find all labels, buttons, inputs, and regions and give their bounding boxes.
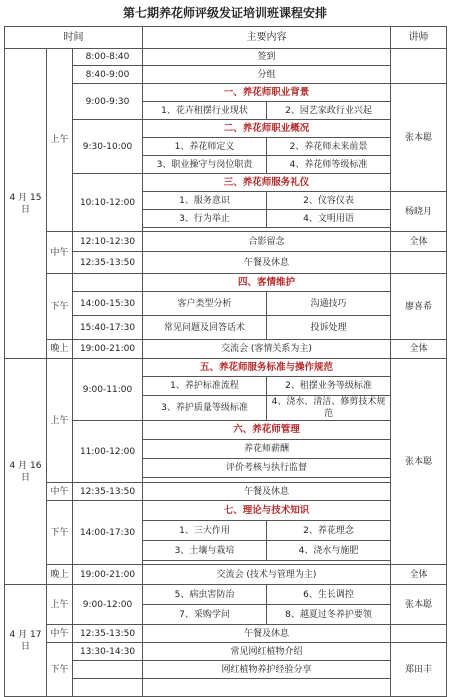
teacher-cell: 张本聪 [391, 359, 447, 565]
table-row [5, 643, 447, 661]
time-cell: 14:00-17:30 [73, 501, 143, 565]
content-cell: 交流会 (技术与管理为主) [143, 565, 391, 585]
section-heading: 二、养花师职业概况 [143, 120, 391, 138]
content-cell: 3、养护质量等级标准 [143, 396, 267, 421]
content-cell: 3、职业操守与岗位职责 [143, 156, 267, 174]
content-cell: 4、文明用语 [267, 210, 391, 228]
teacher-cell [391, 625, 447, 643]
header-time: 时间 [5, 27, 143, 49]
table-row [5, 359, 447, 377]
content-cell: 沟通技巧 [267, 292, 391, 316]
time-cell [73, 679, 143, 697]
period-label: 中午 [47, 625, 73, 643]
time-cell: 9:30-10:00 [73, 120, 143, 174]
teacher-cell: 全体 [391, 232, 447, 252]
content-cell: 4、浇水、清洁、修剪技术规范 [267, 396, 391, 421]
content-cell: 2、养花师未来前景 [267, 138, 391, 156]
content-cell: 午餐及休息 [143, 483, 391, 501]
table-row [5, 565, 447, 585]
content-cell: 交流会 (客情关系为主) [143, 340, 391, 359]
teacher-cell [391, 252, 447, 274]
time-cell: 9:00-9:30 [73, 84, 143, 120]
content-cell: 7、采购学问 [143, 605, 267, 625]
content-cell: 午餐及休息 [143, 625, 391, 643]
content-cell: 2、园艺家政行业兴起 [267, 102, 391, 120]
page-title: 第七期养花师评级发证培训班课程安排 [122, 6, 327, 20]
time-cell: 15:40-17:30 [73, 316, 143, 340]
content-cell: 养花师薪酬 [143, 440, 391, 459]
content-cell: 网红植物养护经验分享 [143, 661, 391, 679]
period-label: 上午 [47, 49, 73, 232]
content-cell: 客户类型分析 [143, 292, 267, 316]
content-cell: 常见问题及回答话术 [143, 316, 267, 340]
time-cell: 11:00-12:00 [73, 421, 143, 483]
time-cell: 14:00-15:30 [73, 292, 143, 316]
schedule-table [4, 26, 447, 697]
period-label: 上午 [47, 359, 73, 483]
teacher-cell: 杨晓月 [391, 192, 447, 232]
section-heading: 五、养花师服务标准与操作规范 [143, 359, 391, 377]
section-heading: 三、养花师服务礼仪 [143, 174, 391, 192]
table-row [5, 585, 447, 605]
teacher-cell: 全体 [391, 565, 447, 585]
teacher-cell [391, 49, 447, 84]
section-heading: 一、养花师职业背景 [143, 84, 391, 102]
content-cell: 2、仪容仪表 [267, 192, 391, 210]
table-row [5, 501, 447, 521]
content-cell: 投诉处理 [267, 316, 391, 340]
content-cell: 6、生长调控 [267, 585, 391, 605]
teacher-cell: 张本聪 [391, 585, 447, 625]
teacher-cell: 张本聪 [391, 84, 447, 192]
table-row [5, 340, 447, 359]
time-cell: 8:40-9:00 [73, 66, 143, 84]
content-cell: 5、病虫害防治 [143, 585, 267, 605]
period-label: 中午 [47, 483, 73, 501]
content-cell: 1、养花师定义 [143, 138, 267, 156]
period-label: 下午 [47, 501, 73, 565]
period-label: 晚上 [47, 340, 73, 359]
content-cell: 1、三大作用 [143, 521, 267, 541]
time-cell: 12:35-13:50 [73, 483, 143, 501]
time-cell: 8:00-8:40 [73, 49, 143, 66]
time-cell: 12:35-13:50 [73, 252, 143, 274]
period-label: 上午 [47, 585, 73, 625]
content-cell: 4、养花师等级标准 [267, 156, 391, 174]
section-heading: 四、客情维护 [143, 274, 391, 292]
header-content: 主要内容 [143, 27, 391, 49]
section-heading: 七、理论与技术知识 [143, 501, 391, 521]
content-cell: 2、租摆业务等级标准 [267, 377, 391, 396]
day-label: 4 月 16 日 [5, 359, 47, 585]
time-cell: 12:10-12:30 [73, 232, 143, 252]
period-label: 中午 [47, 232, 73, 274]
content-cell: 4、浇水与施肥 [267, 541, 391, 561]
table-row [5, 625, 447, 643]
time-cell: 19:00-21:00 [73, 565, 143, 585]
time-cell: 13:30-14:30 [73, 643, 143, 661]
content-cell: 合影留念 [143, 232, 391, 252]
time-cell: 10:10-12:00 [73, 174, 143, 232]
table-row [5, 274, 447, 292]
time-cell [73, 661, 143, 679]
day-label: 4 月 17 日 [5, 585, 47, 697]
day-label: 4 月 15 日 [5, 49, 47, 359]
content-cell: 8、越夏过冬养护要领 [267, 605, 391, 625]
content-cell: 签到 [143, 49, 391, 66]
content-cell: 常见网红植物介绍 [143, 643, 391, 661]
teacher-cell: 廖喜希 [391, 274, 447, 340]
header-teacher: 讲师 [391, 27, 447, 49]
content-cell: 评价考核与执行监督 [143, 459, 391, 478]
content-cell: 1、服务意识 [143, 192, 267, 210]
time-cell [73, 274, 143, 292]
content-cell: 分组 [143, 66, 391, 84]
table-row [5, 49, 447, 66]
table-row [5, 232, 447, 252]
period-label: 晚上 [47, 565, 73, 585]
time-cell: 9:00-11:00 [73, 359, 143, 421]
time-cell: 9:00-12:00 [73, 585, 143, 625]
content-cell: 2、养花理念 [267, 521, 391, 541]
time-cell: 12:35-13:50 [73, 625, 143, 643]
content-cell: 3、行为举止 [143, 210, 267, 228]
header-row [5, 27, 447, 49]
content-cell: 3、土壤与栽培 [143, 541, 267, 561]
time-cell: 19:00-21:00 [73, 340, 143, 359]
content-cell: 1、养护标准流程 [143, 377, 267, 396]
content-cell: 1、花卉租摆行业现状 [143, 102, 267, 120]
section-heading: 六、养花师管理 [143, 421, 391, 440]
period-label: 下午 [47, 274, 73, 340]
table-row [5, 483, 447, 501]
content-cell: 午餐及休息 [143, 252, 391, 274]
period-label: 下午 [47, 643, 73, 697]
teacher-cell: 全体 [391, 340, 447, 359]
teacher-cell: 郑田丰 [391, 643, 447, 697]
content-cell [143, 679, 391, 697]
